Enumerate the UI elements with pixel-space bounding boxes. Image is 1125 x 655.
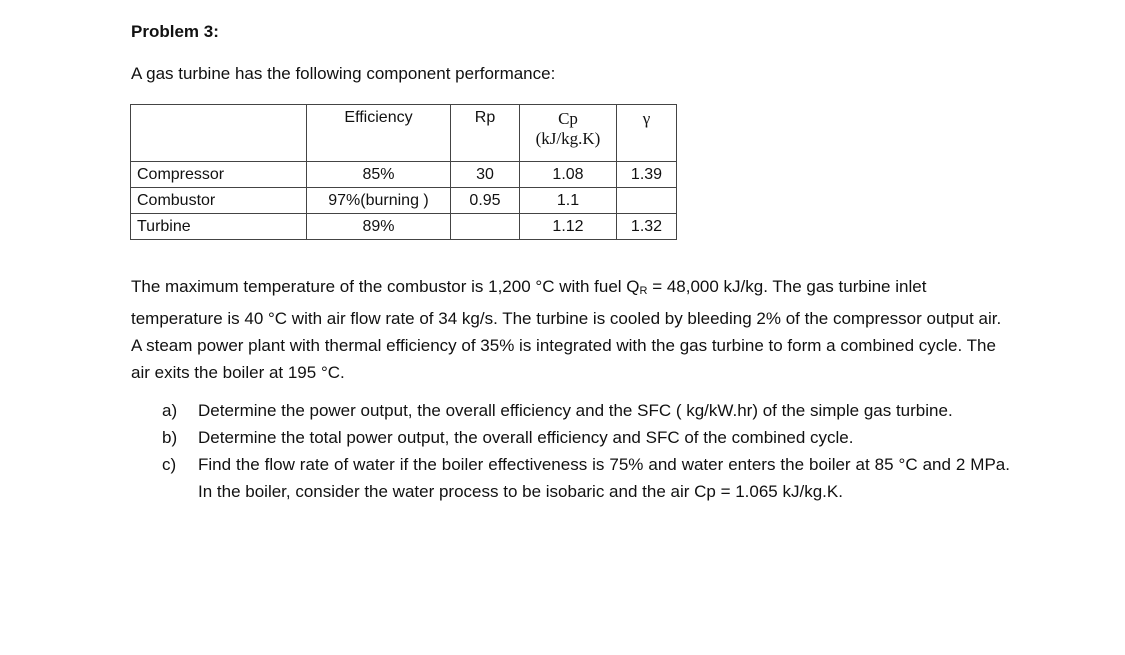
row-cp: 1.1: [520, 188, 617, 214]
row-rp: [451, 214, 520, 240]
question-text: Find the flow rate of water if the boiler effectiveness is 75% and water enters the boiler at 85 °C and 2 MPa. In the boiler, consider the water process to be isobaric and the air Cp = 1.065 kJ/kg.K.: [198, 455, 1010, 501]
row-name: Combustor: [131, 188, 307, 214]
statement-part-2: = 48,000 kJ/kg. The gas turbine inlet temperature is 40 °C with air flow rate of 34 kg/s. The turbine is cooled by bleeding 2% of the compressor output air. A steam power plant with thermal efficiency of 35% is integrated with the gas turbine to form a combined cycle. The air exits the boiler at 195 °C.: [131, 277, 1002, 382]
list-item: [162, 451, 1010, 505]
component-performance-table: [130, 104, 677, 240]
problem-title: Problem 3:: [131, 22, 219, 41]
header-gamma: γ: [617, 105, 677, 162]
list-item: [162, 424, 1010, 451]
intro-text: A gas turbine has the following component performance:: [131, 64, 556, 83]
question-marker: b): [162, 428, 178, 447]
row-rp: 30: [451, 162, 520, 188]
header-efficiency: Efficiency: [307, 105, 451, 162]
list-item: [162, 397, 1010, 424]
statement-subscript: R: [639, 285, 648, 297]
header-rp: Rp: [451, 105, 520, 162]
row-gamma: [617, 188, 677, 214]
question-text: Determine the total power output, the overall efficiency and SFC of the combined cycle.: [198, 428, 854, 447]
header-cp: [520, 105, 617, 162]
row-name: Turbine: [131, 214, 307, 240]
row-efficiency: 89%: [307, 214, 451, 240]
header-cp-symbol: Cp: [558, 109, 578, 128]
row-gamma: 1.39: [617, 162, 677, 188]
question-text: Determine the power output, the overall efficiency and the SFC ( kg/kW.hr) of the simple gas turbine.: [198, 401, 953, 420]
header-empty-cell: [131, 105, 307, 162]
row-cp: 1.12: [520, 214, 617, 240]
question-marker: c): [162, 455, 177, 474]
question-list: [162, 397, 1010, 505]
table-row: [131, 214, 677, 240]
table-row: [131, 162, 677, 188]
row-name: Compressor: [131, 162, 307, 188]
row-rp: 0.95: [451, 188, 520, 214]
statement-part-1: The maximum temperature of the combustor is 1,200 °C with fuel Q: [131, 277, 640, 296]
row-cp: 1.08: [520, 162, 617, 188]
problem-statement: [131, 273, 1011, 386]
table-row: [131, 188, 677, 214]
header-cp-units: (kJ/kg.K): [535, 129, 601, 148]
row-efficiency: 85%: [307, 162, 451, 188]
question-marker: a): [162, 401, 178, 420]
table-header-row: [131, 105, 677, 162]
row-gamma: 1.32: [617, 214, 677, 240]
row-efficiency: 97%(burning ): [307, 188, 451, 214]
